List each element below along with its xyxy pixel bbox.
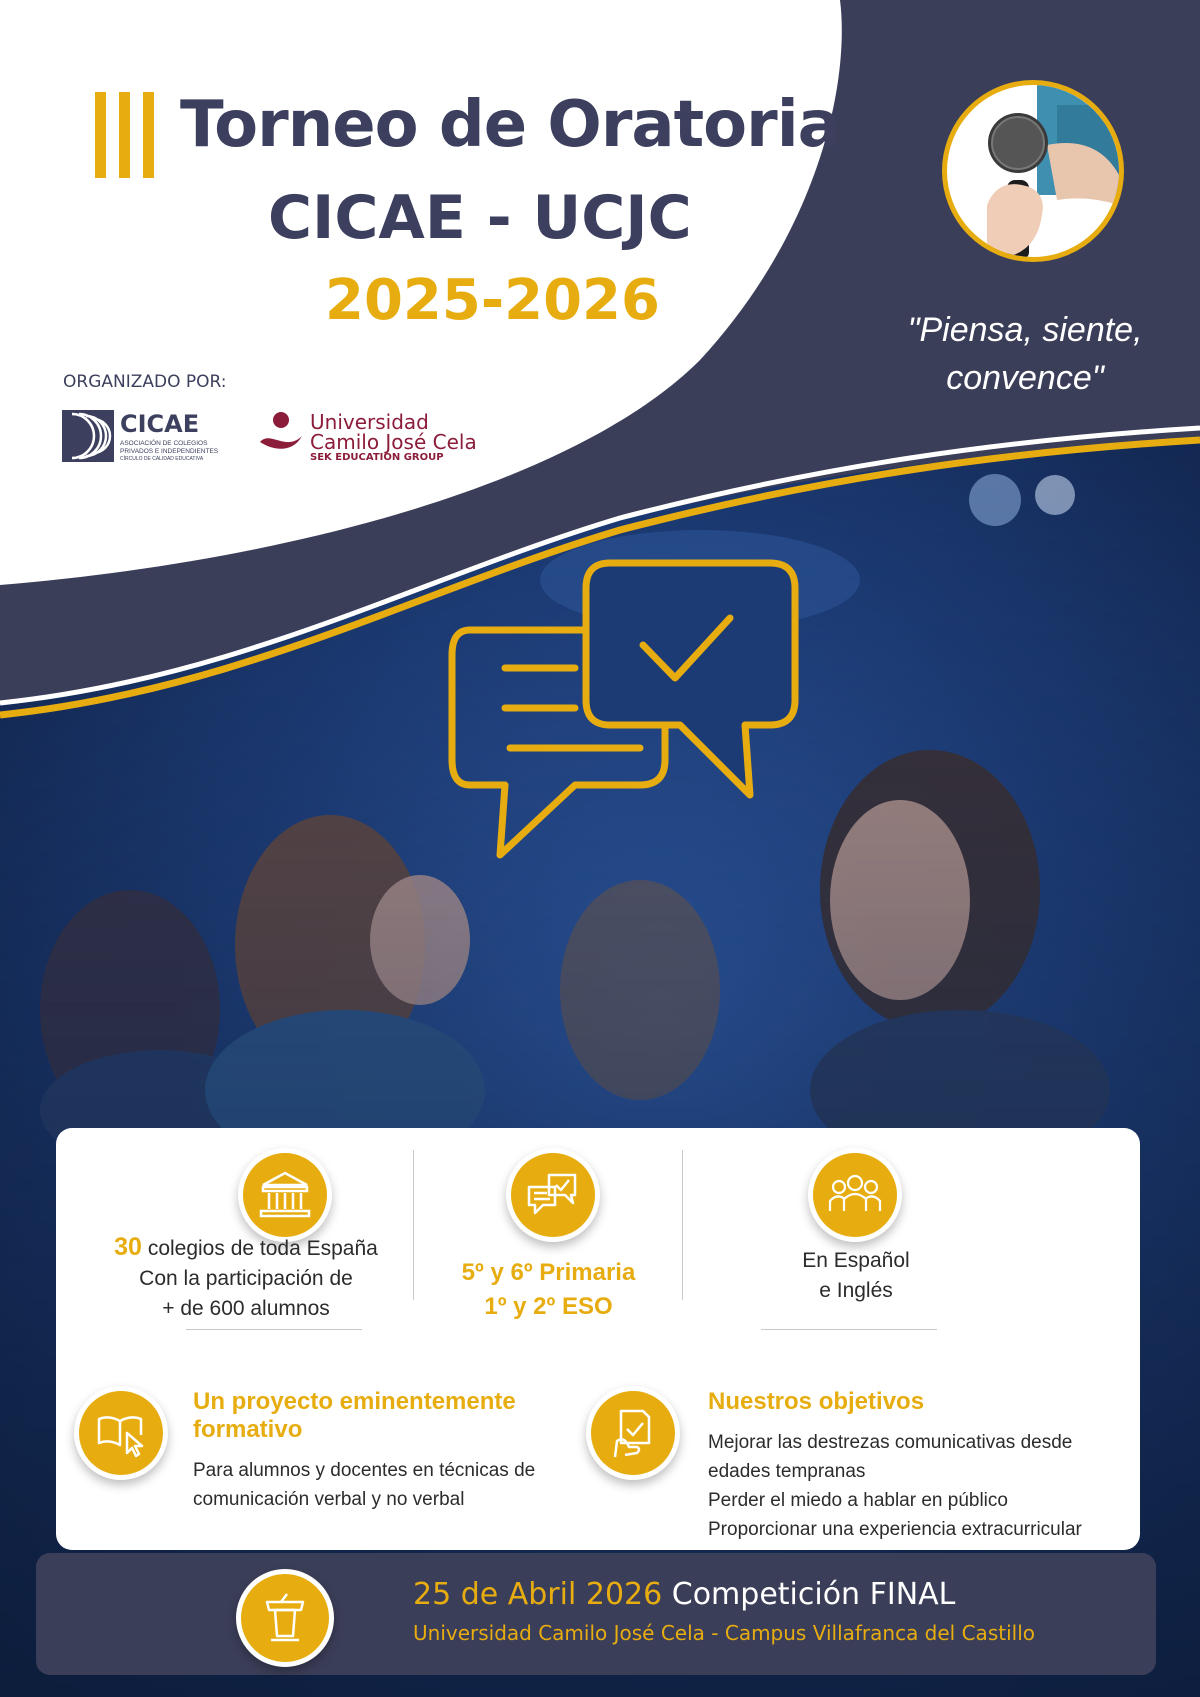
schools-text: Con la participación de: [139, 1267, 353, 1290]
levels-primary: 5º y 6º Primaria: [461, 1259, 636, 1286]
project-text: [193, 1456, 535, 1514]
final-date-text: 25 de Abril 2026: [413, 1577, 663, 1612]
chat-check-icon: [506, 1148, 600, 1242]
divider: [761, 1329, 937, 1330]
objective-item: Mejorar las destrezas comunicativas desde: [708, 1432, 1073, 1453]
project-text-line: Para alumnos y docentes en técnicas de: [193, 1460, 536, 1481]
project-heading-line: Un proyecto eminentemente: [193, 1388, 516, 1415]
school-building-icon: [238, 1148, 332, 1242]
motto-line: "Piensa, siente,: [907, 311, 1143, 349]
ucjc-mark-icon: [258, 410, 304, 456]
cicae-name: CICAE: [120, 410, 200, 438]
project-heading-line: formativo: [193, 1416, 303, 1443]
season-label: 2025-2026: [325, 268, 660, 333]
final-date: [413, 1577, 955, 1612]
organized-by-label: ORGANIZADO POR:: [63, 372, 227, 392]
group-people-icon: [808, 1148, 902, 1242]
project-text-line: comunicación verbal y no verbal: [193, 1489, 465, 1510]
cicae-subtitle: CÍRCULO DE CALIDAD EDUCATIVA: [120, 456, 204, 462]
objectives-heading: Nuestros objetivos: [708, 1388, 925, 1415]
schools-text: + de 600 alumnos: [162, 1297, 330, 1320]
divider: [186, 1329, 362, 1330]
final-event-text: Competición FINAL: [671, 1577, 956, 1612]
schools-text: colegios de toda España: [147, 1237, 378, 1260]
page-title-line1: Torneo de Oratoria: [180, 88, 840, 162]
divider: [682, 1150, 683, 1300]
cicae-logo: [62, 410, 242, 466]
languages-text: En Español: [802, 1249, 910, 1272]
ucjc-name-line2: Camilo José Cela: [310, 430, 477, 454]
objective-item: edades tempranas: [708, 1461, 866, 1482]
motto-quote: [880, 306, 1170, 402]
document-hand-check-icon: [586, 1386, 680, 1480]
book-cursor-icon: [74, 1386, 168, 1480]
stat-schools: [96, 1232, 396, 1324]
page-title-line2: CICAE - UCJC: [268, 183, 692, 253]
schools-count: 30: [114, 1233, 142, 1261]
info-card: [56, 1128, 1140, 1550]
lectern-icon: [236, 1569, 334, 1667]
ucjc-logo: [258, 410, 488, 466]
final-location: Universidad Camilo José Cela - Campus Villafranca del Castillo: [413, 1621, 1035, 1645]
cicae-subtitle: PRIVADOS E INDEPENDIENTES: [120, 448, 219, 455]
ucjc-name-line1: Universidad: [310, 410, 429, 434]
motto-line: convence": [946, 359, 1104, 397]
objective-item: Proporcionar una experiencia extracurricular: [708, 1519, 1082, 1540]
microphone-icon: [947, 85, 1119, 257]
project-heading: [193, 1388, 516, 1444]
ucjc-group: SEK EDUCATION GROUP: [310, 452, 444, 463]
stat-levels: [426, 1256, 671, 1324]
objectives-list: [708, 1428, 1082, 1544]
stat-languages: [736, 1246, 976, 1306]
footer-banner: [36, 1553, 1156, 1675]
roman-numeral-bars: [95, 92, 159, 178]
objective-item: Perder el miedo a hablar en público: [708, 1490, 1008, 1511]
languages-text: e Inglés: [819, 1279, 893, 1302]
divider: [413, 1150, 414, 1300]
cicae-mark-icon: [62, 410, 114, 462]
cicae-subtitle: ASOCIACIÓN DE COLEGIOS: [120, 440, 208, 447]
microphone-photo: [942, 80, 1124, 262]
levels-eso: 1º y 2º ESO: [484, 1293, 613, 1320]
